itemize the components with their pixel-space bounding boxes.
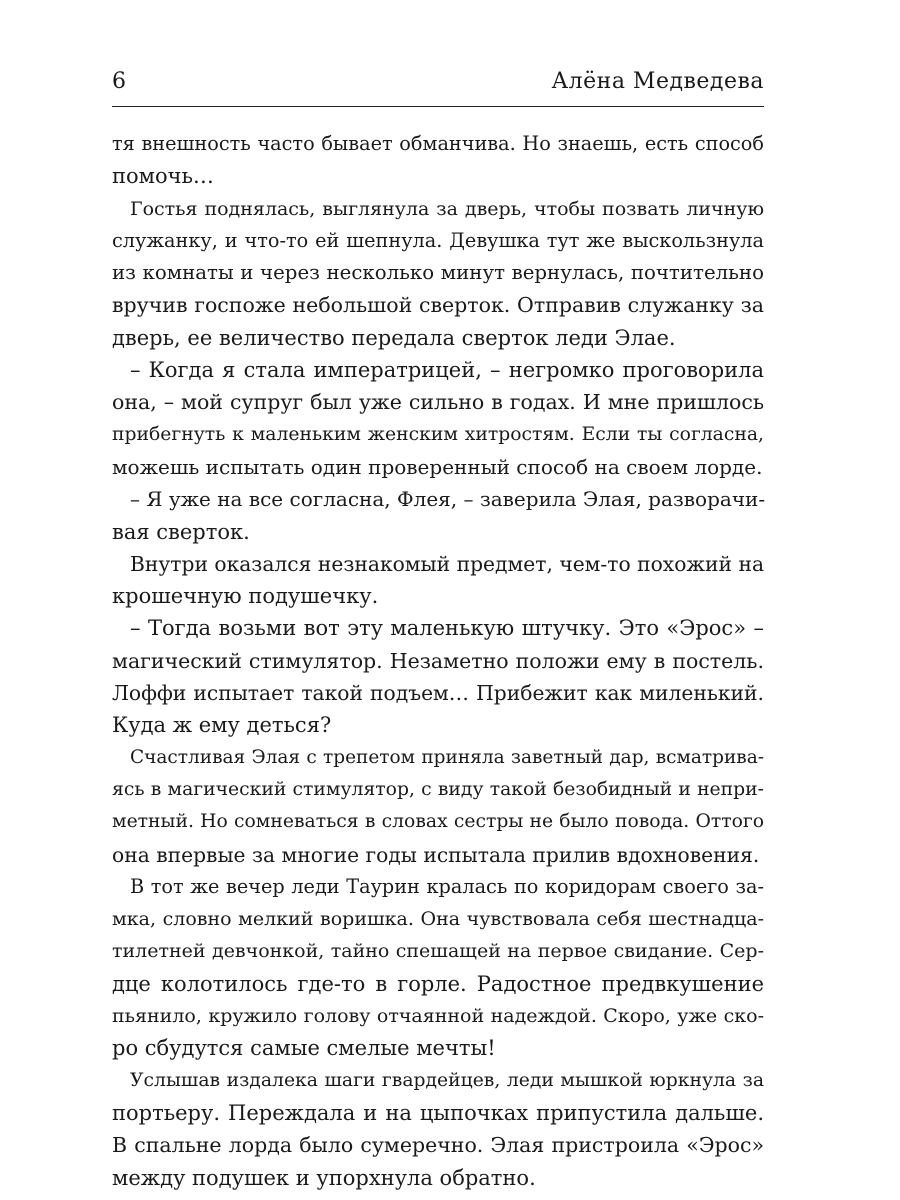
text-line: ро сбудутся самые смелые мечты! [112, 1036, 496, 1061]
text-line: пьянило, кружило голову отчаянной надеждой. Скоро, уже ско- [112, 1005, 764, 1028]
text-line: В спальне лорда было сумеречно. Элая пристроила «Эрос» [112, 1133, 764, 1158]
text-line: дце колотилось где-то в горле. Радостное предвкушение [112, 971, 764, 996]
text-line: крошечную подушечку. [112, 584, 379, 609]
text-line: вручив госпоже небольшой сверток. Отправив служанку за [112, 293, 764, 318]
text-line: – Когда я стала императрицей, – негромко проговорила [130, 358, 764, 383]
text-line: Куда ж ему деться? [112, 713, 332, 738]
text-line: она впервые за многие годы испытала прилив вдохновения. [112, 842, 760, 867]
text-line: В тот же вечер леди Таурин кралась по коридорам своего за- [130, 874, 764, 898]
text-line: помочь… [112, 164, 214, 189]
text-line: мка, словно мелкий воришка. Она чувствовала себя шестнадца- [112, 908, 764, 931]
text-line: тилетней девчонкой, тайно спешащей на первое свидание. Сер- [112, 940, 764, 963]
body-text [112, 128, 764, 1194]
text-line: Лоффи испытает такой подъем… Прибежит как миленький. [112, 681, 764, 706]
text-line: магический стимулятор. Незаметно положи ему в постель. [112, 648, 764, 673]
running-header [112, 66, 764, 98]
text-line: тя внешность часто бывает обманчива. Но знаешь, есть способ [112, 132, 764, 155]
text-line: портьеру. Переждала и на цыпочках припустила дальше. [112, 1100, 764, 1125]
text-line: дверь, ее величество передала сверток леди Элае. [112, 325, 676, 350]
author-name: Алёна Медведева [551, 69, 764, 94]
header-divider [112, 106, 764, 107]
book-page [112, 0, 764, 1200]
page-number: 6 [112, 69, 126, 94]
text-line: ясь в магический стимулятор, с виду такой безобидный и непри- [112, 778, 764, 800]
text-line: из комнаты и через несколько минут вернулась, почтительно [112, 261, 764, 285]
text-line: можешь испытать один проверенный способ на своем лорде. [112, 454, 763, 479]
text-line: Внутри оказался незнакомый предмет, чем-то похожий на [130, 551, 765, 576]
text-line: Гостья поднялась, выглянула за дверь, чтобы позвать личную [130, 197, 764, 220]
text-line: – Я уже на все согласна, Флея, – заверила Элая, разворачи- [130, 487, 766, 512]
text-line: метный. Но сомневаться в словах сестры не было повода. Оттого [112, 811, 764, 833]
text-line: прибегнуть к маленьким женским хитростям. Если ты согласна, [112, 423, 764, 445]
text-line: Услышав издалека шаги гвардейцев, леди мышкой юркнула за [130, 1069, 764, 1091]
text-line: Счастливая Элая с трепетом приняла заветный дар, всматрива- [130, 746, 764, 768]
text-line: она, – мой супруг был уже сильно в годах. И мне пришлось [112, 390, 764, 415]
text-line: вая сверток. [112, 519, 250, 544]
text-line: между подушек и упорхнула обратно. [112, 1165, 536, 1190]
text-line: служанку, и что-то ей шепнула. Девушка тут же выскользнула [112, 228, 764, 252]
text-line: – Тогда возьми вот эту маленькую штучку. Это «Эрос» – [130, 616, 764, 641]
